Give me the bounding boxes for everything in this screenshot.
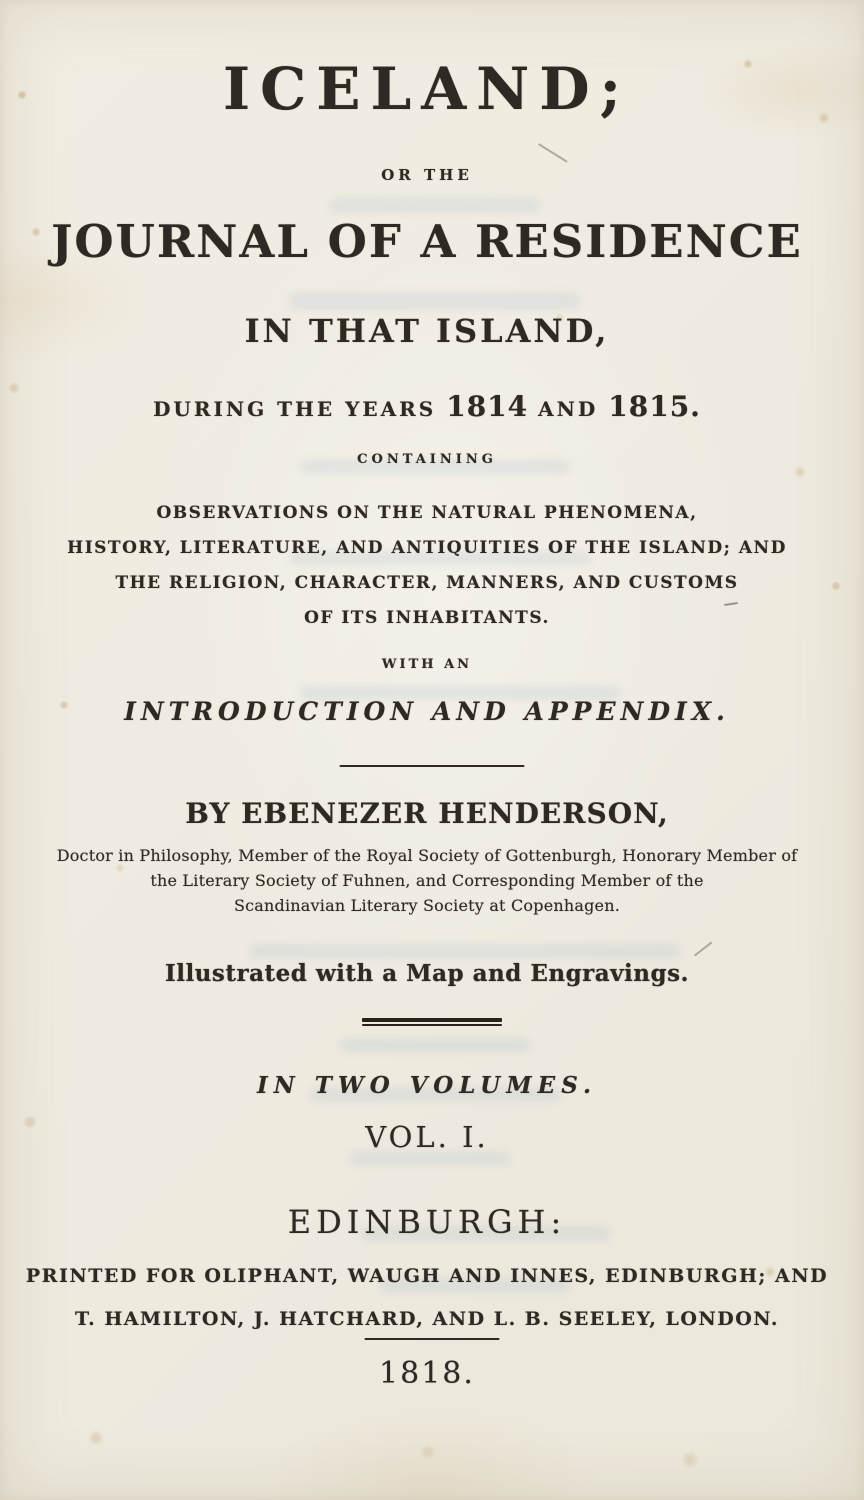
with-an-label: WITH AN [381,657,473,672]
volumes-line: IN TWO VOLUMES. [256,1072,597,1099]
author-credentials [0,843,854,918]
divider-rule-double [362,1018,502,1026]
credentials-line: Doctor in Philosophy, Member of the Royal Society of Gottenburgh, Honorary Member of [56,846,798,865]
publication-year: 1818. [379,1356,475,1391]
year-1814: 1814 [446,390,529,423]
show-through-smudge [250,944,680,959]
book-title: ICELAND; [222,55,631,123]
show-through-smudge [330,198,540,213]
years-line [0,390,854,423]
subtitle-island: IN THAT ISLAND, [244,312,610,350]
imprint-line: PRINTED FOR OLIPHANT, WAUGH AND INNES, EDINBURGH; AND [25,1265,829,1287]
pen-scratch [538,143,568,162]
divider-rule-author [340,765,525,767]
show-through-smudge [290,292,580,310]
illustrated-line: Illustrated with a Map and Engravings. [164,960,690,987]
years-conjunction: AND [538,397,599,421]
description-line: OF ITS INHABITANTS. [304,608,550,628]
credentials-line: Scandinavian Literary Society at Copenhagen. [233,896,621,915]
description-line: HISTORY, LITERATURE, AND ANTIQUITIES OF THE ISLAND; AND [67,538,787,558]
imprint-block [0,1255,854,1341]
years-prefix: DURING THE YEARS [153,397,437,421]
credentials-line: the Literary Society of Fuhnen, and Corresponding Member of the [150,871,704,890]
rule-thick-bar [362,1018,502,1022]
volume-number: VOL. I. [365,1120,489,1154]
description-line: THE RELIGION, CHARACTER, MANNERS, AND CUSTOMS [115,573,739,593]
description-line: OBSERVATIONS ON THE NATURAL PHENOMENA, [156,503,698,523]
imprint-line: T. HAMILTON, J. HATCHARD, AND L. B. SEELEY, LONDON. [74,1308,780,1330]
author-byline: BY EBENEZER HENDERSON, [185,797,669,830]
pen-scratch [694,941,712,956]
or-the-line: OR THE [381,166,473,184]
main-title: JOURNAL OF A RESIDENCE [51,215,803,268]
appendix-line: INTRODUCTION AND APPENDIX. [124,697,730,726]
show-through-smudge [340,1038,530,1052]
divider-rule-year [365,1338,500,1340]
rule-thin-bar [362,1024,502,1026]
description-block [0,496,854,636]
year-1815: 1815. [608,390,701,423]
city-line: EDINBURGH: [287,1203,567,1241]
containing-label: CONTAINING [357,452,497,467]
